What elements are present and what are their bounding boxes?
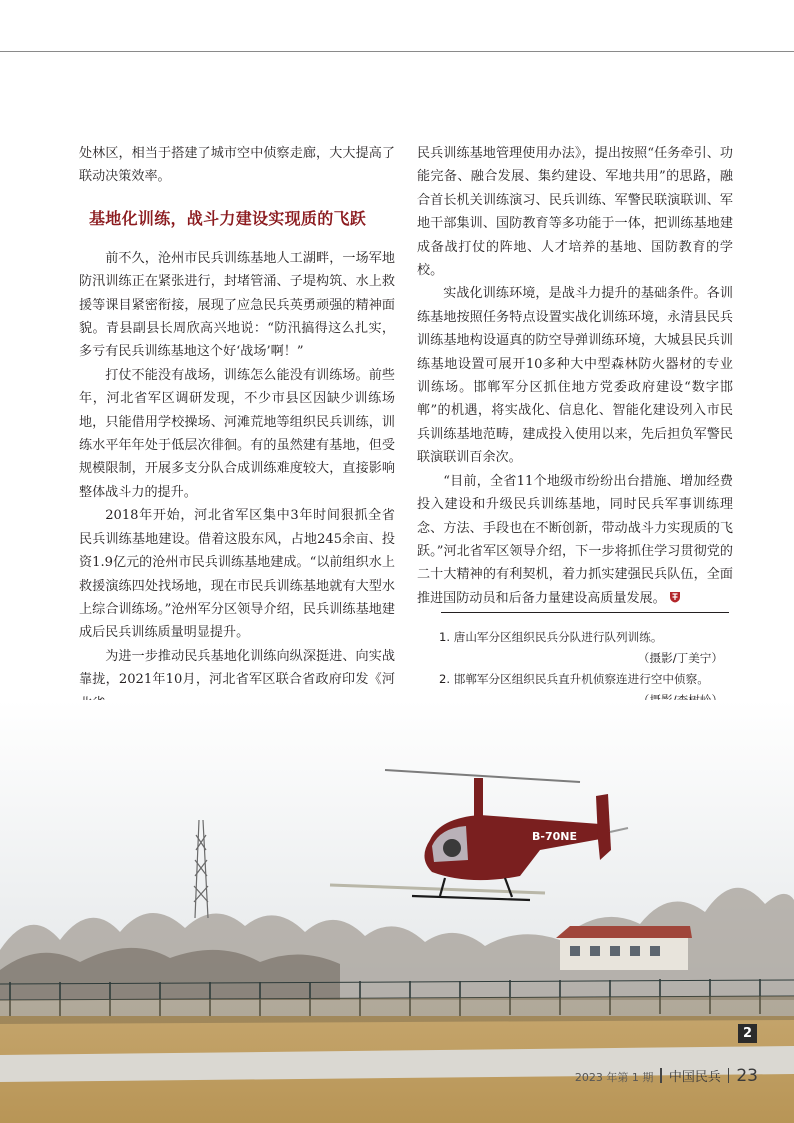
- paragraph: 实战化训练环境，是战斗力提升的基础条件。各训练基地按照任务特点设置实战化训练环境，永清县民兵训练基地构设逼真的防空导弹训练环境，大城县民兵训练基地设置可展开10多种大中型森林防火器材的专业训练场。邯郸军分区抓住地方党委政府建设“数字邯郸”的机遇，将实战化、信息化、智能化建设列入市民兵训练基地范畴，建成投入使用以来，先后担负军警民联演联训百余次。: [417, 286, 733, 466]
- article-column-right: [417, 142, 733, 610]
- separator: [728, 1068, 730, 1083]
- helicopter-photo: [0, 700, 794, 1123]
- magazine-name: 中国民兵: [668, 1070, 721, 1085]
- issue-label: 2023 年第 1 期: [574, 1071, 654, 1084]
- paragraph: 2018年开始，河北省军区集中3年时间狠抓全省民兵训练基地建设。借着这股东风，占地245余亩、投资1.9亿元的沧州市民兵训练基地建成。“以前组织水上救援演练四处找场地，现在市民兵训练基地就有大型水上综合训练场。”沧州军分区领导介绍，民兵训练基地建成后民兵训练质量明显提升。: [79, 508, 395, 641]
- caption-2-text: 2. 邯郸军分区组织民兵直升机侦察连进行空中侦察。: [439, 672, 709, 686]
- page-number: 23: [736, 1066, 758, 1086]
- caption-rule: [441, 612, 729, 613]
- paragraph: 前不久，沧州市民兵训练基地人工湖畔，一场军地防汛训练正在紧张进行，封堵管涌、子堤构筑、水上救援等课目紧密衔接，展现了应急民兵英勇顽强的精神面貌。青县副县长周欣高兴地说：“防汛搞得这么扎实，多亏有民兵训练基地这个好‘战场’啊！”: [79, 250, 395, 360]
- photo-illustration: [0, 700, 794, 1123]
- page-footer: [575, 1066, 758, 1086]
- section-heading: 基地化训练，战斗力建设实现质的飞跃: [89, 208, 367, 228]
- photo-captions: [439, 627, 723, 711]
- pilot: [443, 839, 461, 857]
- header-rule: [0, 51, 794, 52]
- paragraph: 处林区，相当于搭建了城市空中侦察走廊，大大提高了联动决策效率。: [79, 146, 395, 185]
- shrubs: [0, 996, 794, 1024]
- photo-number-badge: 2: [738, 1024, 757, 1043]
- paragraph-text: “目前，全省11个地级市纷纷出台措施、增加经费投入建设和升级民兵训练基地，同时民兵军事训练理念、方法、手段也在不断创新，带动战斗力实现质的飞跃。”河北省军区领导介绍，下一步将抓住学习贯彻党的二十大精神的有利契机，着力抓实建强民兵队伍，全面推进国防动员和后备力量建设高质量发展。: [417, 473, 733, 606]
- caption-1-text: 1. 唐山军分区组织民兵分队进行队列训练。: [439, 630, 663, 644]
- article-column-left: [79, 142, 395, 715]
- paragraph: 民兵训练基地管理使用办法》，提出按照“任务牵引、功能完备、融合发展、集约建设、军地共用”的思路，融合首长机关训练演习、民兵训练、军警民联演联训、军地干部集训、国防教育等多功能于一体，把训练基地建成备战打仗的阵地、人才培养的基地、国防教育的学校。: [417, 146, 733, 279]
- paragraph-last: [417, 470, 733, 610]
- paragraph: 打仗不能没有战场，训练怎么能没有训练场。前些年，河北省军区调研发现，不少市县区因缺少训练场地，只能借用学校操场、河滩荒地等组织民兵训练，训练水平年年处于低层次徘徊。有的虽然建有基地，但受规模限制，开展多支分队合成训练难度较大，直接影响整体战斗力的提升。: [79, 367, 395, 500]
- helicopter-registration: B-70NE: [532, 830, 577, 843]
- building: [556, 926, 692, 970]
- caption-1-credit: （摄影/丁美宁）: [637, 651, 723, 665]
- paragraph: 为进一步推动民兵基地化训练向纵深挺进、向实战靠拢，2021年10月，河北省军区联合省政府印发《河: [79, 648, 395, 688]
- separator: [660, 1068, 662, 1083]
- end-mark-icon: [669, 591, 681, 603]
